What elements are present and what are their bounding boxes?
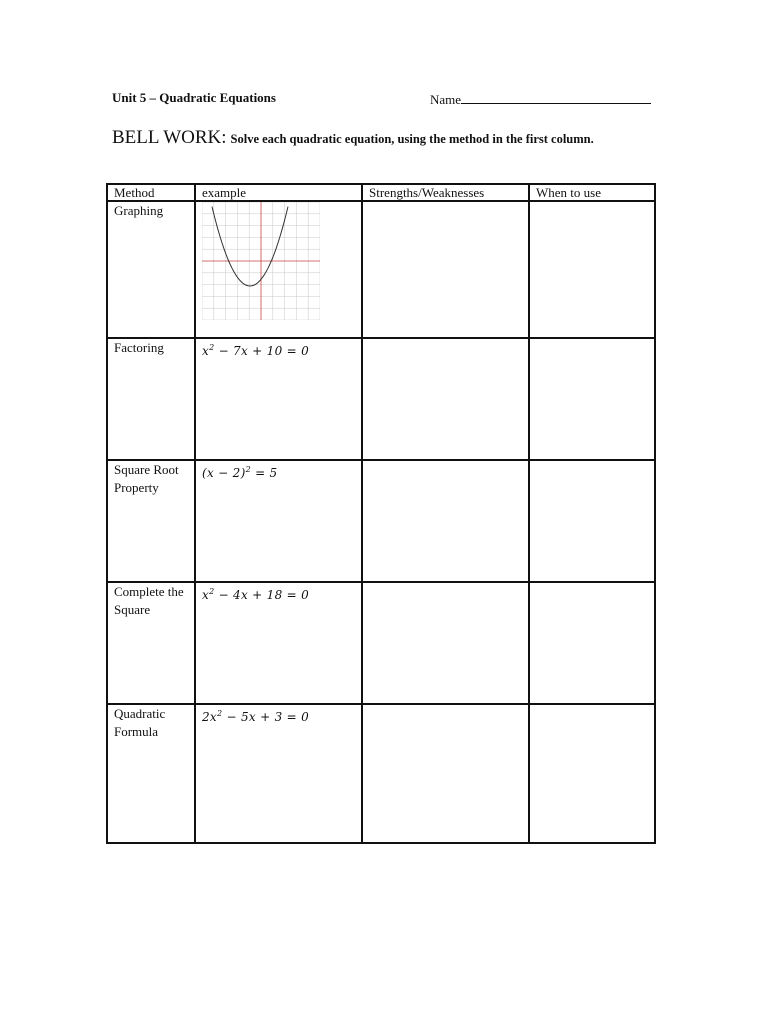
method-cell: Graphing xyxy=(107,201,195,338)
strengths-cell[interactable] xyxy=(362,704,529,843)
name-label: Name xyxy=(430,92,462,107)
column-header-when-to-use: When to use xyxy=(529,184,655,201)
column-header-method: Method xyxy=(107,184,195,201)
example-cell xyxy=(195,704,362,843)
worksheet-header xyxy=(112,90,657,110)
method-cell: Complete the Square xyxy=(107,582,195,704)
when-to-use-cell[interactable] xyxy=(529,338,655,460)
table-row xyxy=(107,704,655,843)
strengths-cell[interactable] xyxy=(362,460,529,582)
example-equation: $2x^2 - 5x + 3 = 0$ xyxy=(202,709,310,724)
bell-work-section xyxy=(112,126,657,150)
parabola-graph xyxy=(202,202,320,320)
example-equation: $(x - 2)^2 = 5$ xyxy=(202,465,278,480)
strengths-cell[interactable] xyxy=(362,338,529,460)
example-cell xyxy=(195,460,362,582)
when-to-use-cell[interactable] xyxy=(529,582,655,704)
example-equation: $x^2 - 4x + 18 = 0$ xyxy=(202,587,310,602)
table-row xyxy=(107,460,655,582)
unit-title: Unit 5 – Quadratic Equations xyxy=(112,90,276,105)
table-row xyxy=(107,338,655,460)
example-equation: $x^2 - 7x + 10 = 0$ xyxy=(202,343,310,358)
when-to-use-cell[interactable] xyxy=(529,201,655,338)
example-cell xyxy=(195,201,362,338)
table-row xyxy=(107,582,655,704)
strengths-cell[interactable] xyxy=(362,582,529,704)
name-field xyxy=(430,90,651,108)
table-row xyxy=(107,201,655,338)
when-to-use-cell[interactable] xyxy=(529,460,655,582)
bell-work-heading: BELL WORK: xyxy=(112,127,227,148)
strengths-cell[interactable] xyxy=(362,201,529,338)
method-cell: Quadratic Formula xyxy=(107,704,195,843)
example-cell xyxy=(195,338,362,460)
column-header-example: example xyxy=(195,184,362,201)
bell-work-instructions: Solve each quadratic equation, using the method in the first column. xyxy=(230,132,594,146)
method-cell: Square Root Property xyxy=(107,460,195,582)
methods-table xyxy=(106,183,656,844)
name-blank-line[interactable] xyxy=(461,90,651,104)
graph-parabola xyxy=(212,207,288,286)
method-cell: Factoring xyxy=(107,338,195,460)
table-header-row xyxy=(107,184,655,201)
when-to-use-cell[interactable] xyxy=(529,704,655,843)
example-cell xyxy=(195,582,362,704)
column-header-strengths: Strengths/Weaknesses xyxy=(362,184,529,201)
